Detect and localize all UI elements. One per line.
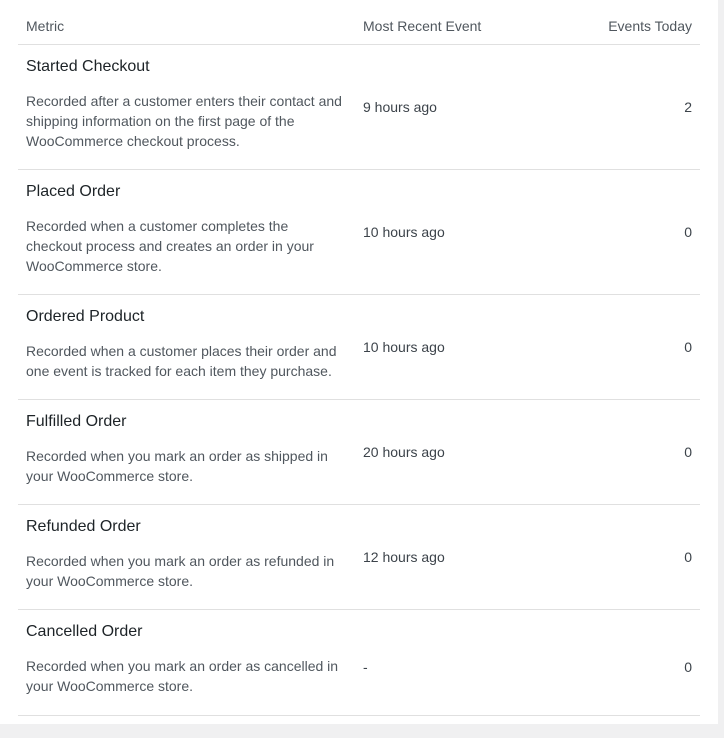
table-row: [18, 610, 700, 716]
most-recent-event: 12 hours ago: [363, 549, 445, 565]
metric-title: Cancelled Order: [26, 623, 143, 640]
most-recent-event: 10 hours ago: [363, 339, 445, 355]
table-row: [18, 295, 700, 400]
metric-title: Ordered Product: [26, 308, 145, 325]
table-row: [18, 170, 700, 295]
most-recent-event: -: [363, 659, 368, 675]
metric-title: Started Checkout: [26, 58, 150, 75]
most-recent-event: 9 hours ago: [363, 99, 437, 115]
table-row: [18, 505, 700, 610]
events-today-count: 0: [684, 224, 692, 240]
column-header-most-recent-event: Most Recent Event: [363, 18, 482, 34]
column-header-metric: Metric: [26, 18, 65, 34]
most-recent-event: 20 hours ago: [363, 444, 445, 460]
events-today-count: 0: [684, 659, 692, 675]
events-today-count: 0: [684, 444, 692, 460]
table-row: [18, 45, 700, 170]
events-today-count: 2: [684, 99, 692, 115]
events-today-count: 0: [684, 339, 692, 355]
metric-description: Recorded when you mark an order as refunded in your WooCommerce store.: [26, 553, 335, 589]
metric-description: Recorded when a customer completes the checkout process and creates an order in your WooCommerce store.: [26, 218, 314, 274]
metric-title: Placed Order: [26, 183, 121, 200]
metric-description: Recorded after a customer enters their contact and shipping information on the first page of the WooCommerce checkout process.: [26, 93, 342, 149]
metric-description: Recorded when you mark an order as cancelled in your WooCommerce store.: [26, 658, 339, 694]
column-header-events-today: Events Today: [608, 18, 692, 34]
metric-title: Refunded Order: [26, 518, 141, 535]
metrics-table: [18, 0, 700, 716]
metric-title: Fulfilled Order: [26, 413, 127, 430]
table-row: [18, 400, 700, 505]
metric-description: Recorded when a customer places their order and one event is tracked for each item they purchase.: [26, 343, 337, 379]
most-recent-event: 10 hours ago: [363, 224, 445, 240]
events-today-count: 0: [684, 549, 692, 565]
metric-description: Recorded when you mark an order as shipped in your WooCommerce store.: [26, 448, 328, 484]
table-header: [18, 0, 700, 45]
